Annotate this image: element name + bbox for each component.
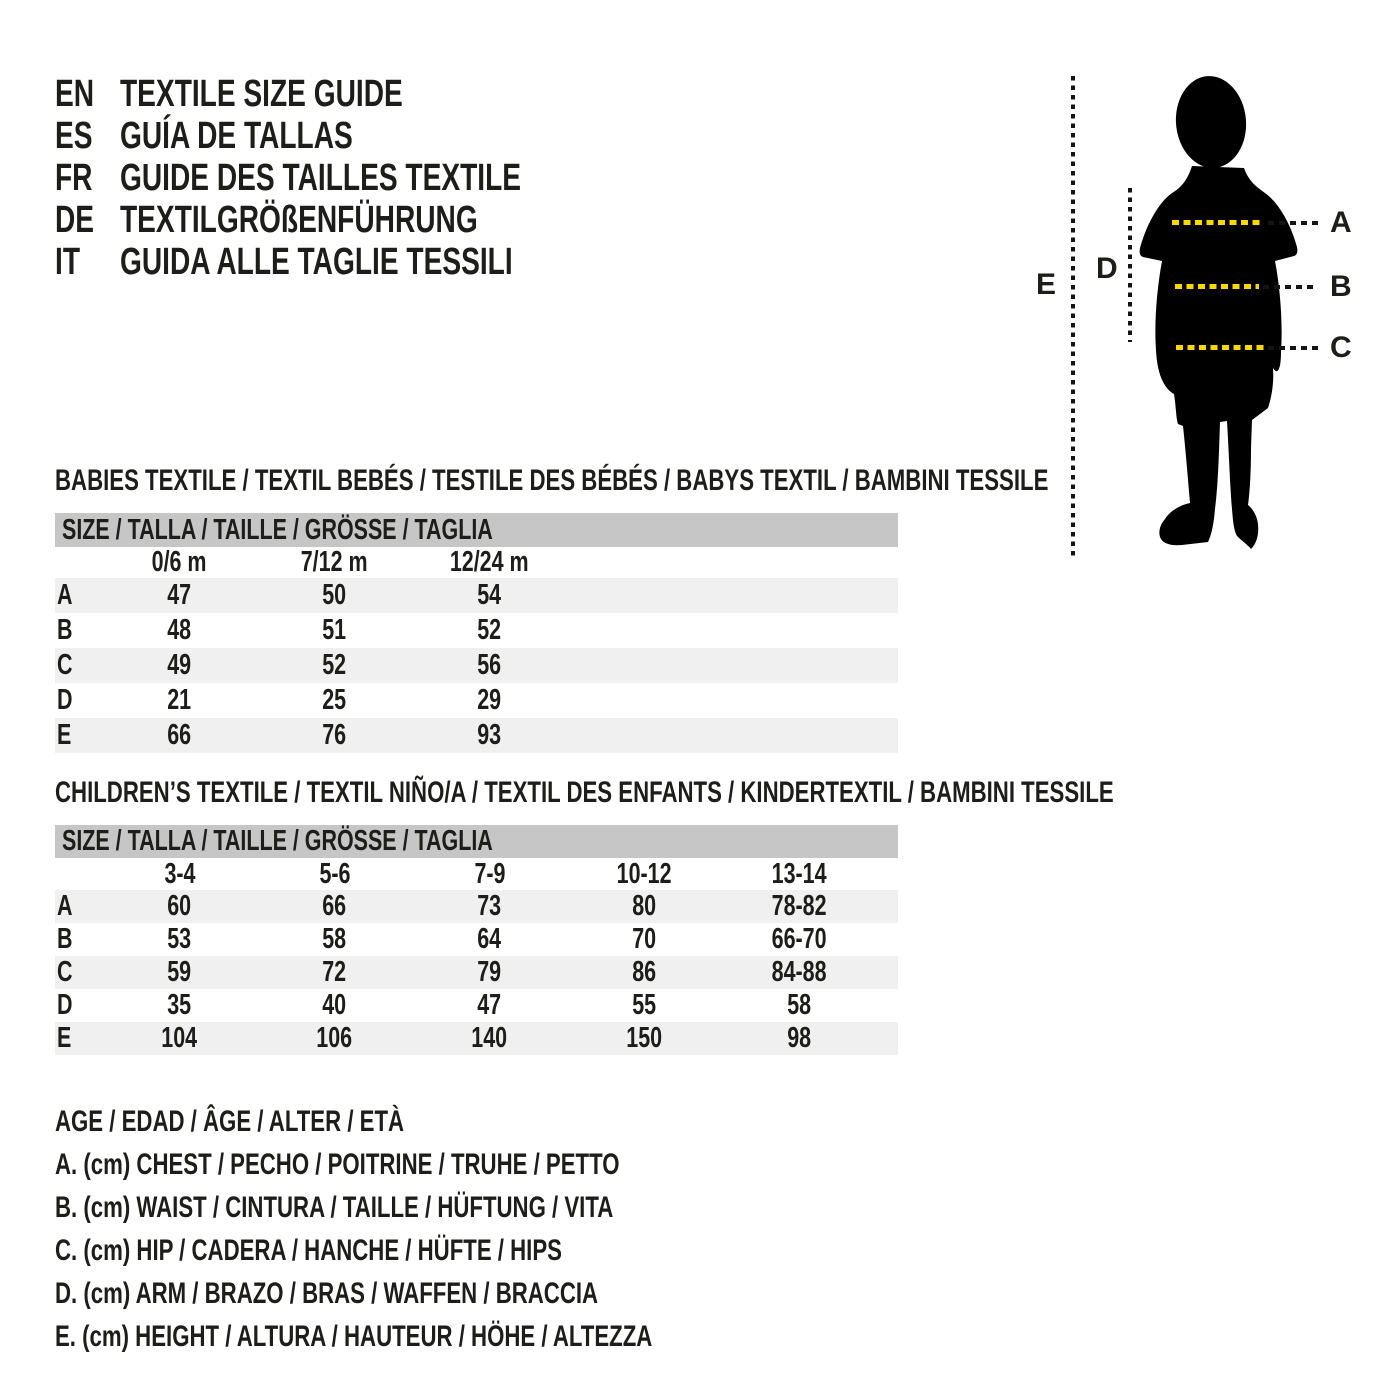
table-header-bar: SIZE / TALLA / TAILLE / GRÖSSE / TAGLIA	[55, 513, 898, 547]
table-cell: 98	[787, 1022, 812, 1054]
row-label: C	[57, 649, 73, 681]
table-row	[55, 683, 898, 718]
language-title: GUIDA ALLE TAGLIE TESSILI	[120, 241, 513, 283]
table-cell: 55	[632, 989, 657, 1021]
row-label: B	[57, 923, 73, 955]
column-header: 10-12	[617, 858, 672, 890]
table-header-bar: SIZE / TALLA / TAILLE / GRÖSSE / TAGLIA	[55, 825, 898, 858]
marker-label-a: A	[1330, 206, 1352, 239]
table-cell: 80	[632, 890, 657, 922]
column-header: 5-6	[318, 858, 351, 890]
table-cell: 66-70	[772, 923, 827, 955]
table-cell: 48	[167, 614, 192, 646]
legend-arm-line: D. (cm) ARM / BRAZO / BRAS / WAFFEN / BRACCIA	[55, 1277, 599, 1310]
table-row	[55, 956, 898, 989]
table-cell: 70	[632, 923, 657, 955]
children-size-table	[55, 825, 898, 1055]
table-cell: 53	[167, 923, 192, 955]
column-header: 0/6 m	[152, 546, 207, 578]
table-cell: 59	[167, 956, 192, 988]
hip-line-black	[1268, 346, 1320, 350]
table-row	[55, 1022, 898, 1055]
waist-line-yellow	[1175, 284, 1259, 289]
table-column-headers	[55, 547, 898, 578]
table-row	[55, 613, 898, 648]
babies-section-title: BABIES TEXTILE / TEXTIL BEBÉS / TESTILE DES BÉBÉS / BABYS TEXTIL / BAMBINI TESSILE	[55, 464, 1049, 497]
table-cell: 140	[471, 1022, 508, 1054]
table-cell: 60	[167, 890, 192, 922]
table-cell: 72	[322, 956, 347, 988]
table-cell: 106	[316, 1022, 353, 1054]
row-label: D	[57, 684, 73, 716]
chest-line-yellow	[1172, 220, 1264, 225]
table-cell: 104	[161, 1022, 198, 1054]
table-cell: 54	[477, 579, 502, 611]
column-header: 13-14	[772, 858, 827, 890]
language-code: DE	[55, 199, 95, 241]
language-title: TEXTILGRÖßENFÜHRUNG	[120, 199, 478, 241]
table-cell: 21	[167, 684, 192, 716]
row-label: E	[57, 719, 72, 751]
table-cell: 150	[626, 1022, 663, 1054]
hip-line-yellow	[1176, 345, 1264, 350]
child-silhouette-svg	[1130, 72, 1300, 552]
table-cell: 47	[167, 579, 192, 611]
table-cell: 86	[632, 956, 657, 988]
language-row-fr	[55, 159, 662, 197]
table-cell: 73	[477, 890, 502, 922]
table-cell: 52	[477, 614, 502, 646]
legend-chest-line: A. (cm) CHEST / PECHO / POITRINE / TRUHE / PETTO	[55, 1148, 620, 1181]
marker-label-b: B	[1330, 270, 1352, 303]
table-cell: 52	[322, 649, 347, 681]
table-cell: 29	[477, 684, 502, 716]
legend-waist-line: B. (cm) WAIST / CINTURA / TAILLE / HÜFTUNG / VITA	[55, 1191, 614, 1224]
child-silhouette	[1130, 72, 1300, 552]
table-row	[55, 989, 898, 1022]
language-row-de	[55, 201, 603, 239]
language-row-en	[55, 75, 502, 113]
table-cell: 50	[322, 579, 347, 611]
row-label: E	[57, 1022, 72, 1054]
row-label: C	[57, 956, 73, 988]
table-cell: 35	[167, 989, 192, 1021]
table-cell: 79	[477, 956, 502, 988]
table-cell: 76	[322, 719, 347, 751]
column-header: 7-9	[473, 858, 506, 890]
table-cell: 66	[322, 890, 347, 922]
table-cell: 51	[322, 614, 347, 646]
table-cell: 58	[322, 923, 347, 955]
language-title: GUÍA DE TALLAS	[120, 115, 353, 157]
language-code: ES	[55, 115, 93, 157]
row-label: A	[57, 579, 73, 611]
table-cell: 84-88	[772, 956, 827, 988]
language-row-it	[55, 243, 651, 281]
row-label: A	[57, 890, 73, 922]
chest-line-black	[1268, 221, 1320, 225]
legend-height-line: E. (cm) HEIGHT / ALTURA / HAUTEUR / HÖHE / ALTEZZA	[55, 1320, 653, 1353]
marker-label-d: D	[1096, 252, 1118, 285]
language-title: TEXTILE SIZE GUIDE	[120, 73, 403, 115]
language-code: FR	[55, 157, 93, 199]
waist-line-black	[1263, 285, 1318, 289]
row-label: D	[57, 989, 73, 1021]
table-row	[55, 923, 898, 956]
table-cell: 49	[167, 649, 192, 681]
language-title: GUIDE DES TAILLES TEXTILE	[120, 157, 521, 199]
language-row-es	[55, 117, 435, 155]
table-cell: 56	[477, 649, 502, 681]
table-cell: 25	[322, 684, 347, 716]
column-header: 12/24 m	[450, 546, 529, 578]
table-cell: 78-82	[772, 890, 827, 922]
table-cell: 58	[787, 989, 812, 1021]
column-header: 3-4	[163, 858, 196, 890]
table-cell: 66	[167, 719, 192, 751]
table-cell: 93	[477, 719, 502, 751]
language-code: IT	[55, 241, 80, 283]
marker-label-c: C	[1330, 331, 1352, 364]
babies-size-table	[55, 513, 898, 753]
table-cell: 40	[322, 989, 347, 1021]
table-row	[55, 648, 898, 683]
marker-label-e: E	[1036, 268, 1057, 301]
row-label: B	[57, 614, 73, 646]
table-row	[55, 890, 898, 923]
table-cell: 64	[477, 923, 502, 955]
legend-age-line: AGE / EDAD / ÂGE / ALTER / ETÀ	[55, 1105, 405, 1138]
table-row	[55, 578, 898, 613]
column-header: 7/12 m	[301, 546, 368, 578]
children-section-title: CHILDREN’S TEXTILE / TEXTIL NIÑO/A / TEXTIL DES ENFANTS / KINDERTEXTIL / BAMBINI TESSILE	[55, 776, 1114, 809]
legend-hip-line: C. (cm) HIP / CADERA / HANCHE / HÜFTE / HIPS	[55, 1234, 562, 1267]
table-row	[55, 718, 898, 753]
table-cell: 47	[477, 989, 502, 1021]
table-column-headers	[55, 858, 898, 890]
language-code: EN	[55, 73, 95, 115]
